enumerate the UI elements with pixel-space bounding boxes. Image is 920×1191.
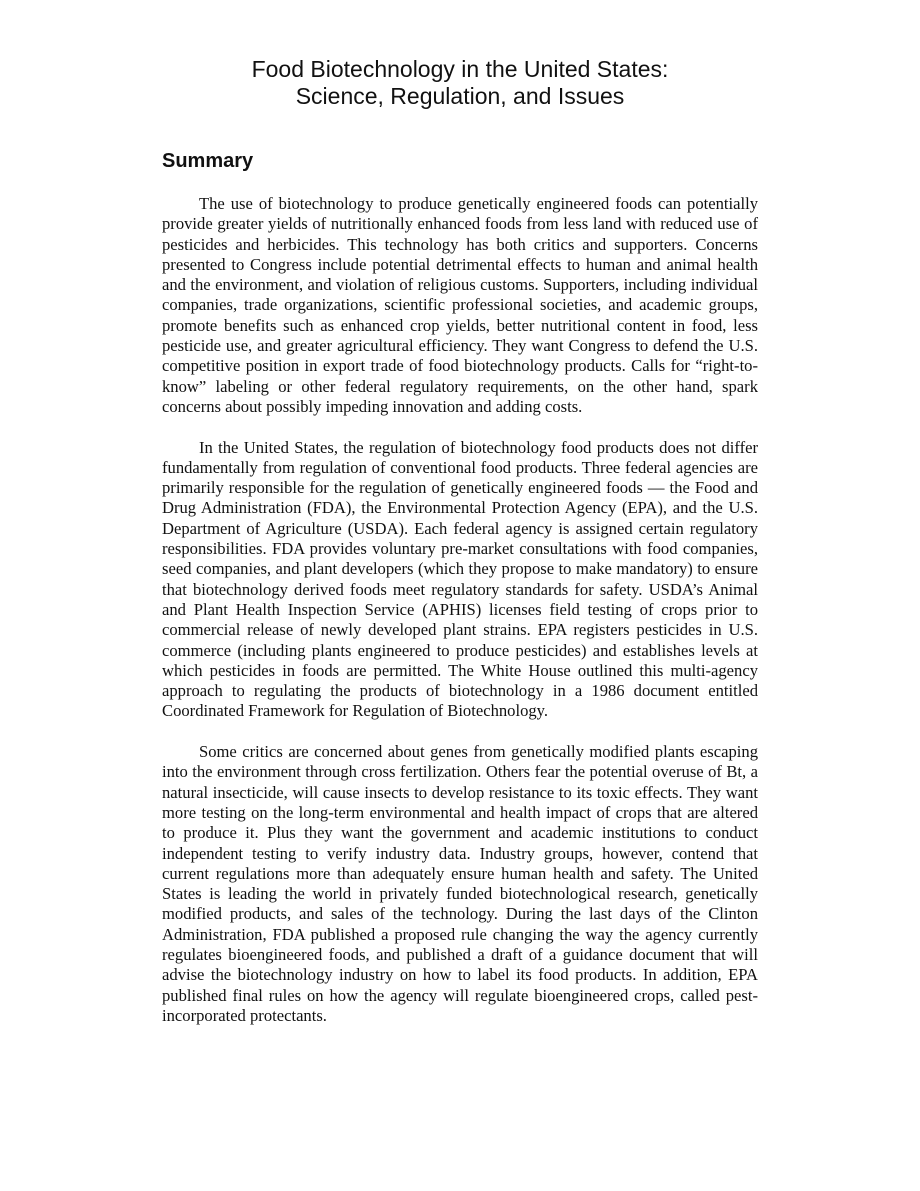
summary-paragraph-1: The use of biotechnology to produce genetically engineered foods can potentially provide greater yields of nutritionally enhanced foods from less land with reduced use of pesticides and herbicides. This technology has both critics and supporters. Concerns presented to Congress include potential detrimental effects to human and animal health and the environment, and violation of religious customs. Supporters, including individual companies, trade organizations, scientific professional societies, and academic groups, promote benefits such as enhanced crop yields, better nutritional content in food, less pesticide use, and greater agricultural efficiency. They want Congress to defend the U.S. competitive position in export trade of food biotechnology products. Calls for “right-to-know” labeling or other federal regulatory requirements, on the other hand, spark concerns about possibly impeding innovation and adding costs. <box>162 194 758 416</box>
summary-body <box>162 194 758 1046</box>
section-heading: Summary <box>162 150 254 172</box>
document-title-line-2: Science, Regulation, and Issues <box>295 83 625 109</box>
summary-paragraph-3: Some critics are concerned about genes from genetically modified plants escaping into the environment through cross fertilization. Others fear the potential overuse of Bt, a natural insecticide, will cause insects to develop resistance to its toxic effects. They want more testing on the long-term environmental and health impact of crops that are altered to produce it. Plus they want the government and academic institutions to conduct independent testing to verify industry data. Industry groups, however, contend that current regulations more than adequately ensure human health and safety. The United States is leading the world in privately funded biotechnological research, genetically modified products, and sales of the technology. During the last days of the Clinton Administration, FDA published a proposed rule changing the way the agency currently regulates bioengineered foods, and published a draft of a guidance document that will advise the biotechnology industry on how to label its food products. In addition, EPA published final rules on how the agency will regulate bioengineered crops, called pest-incorporated protectants. <box>162 742 758 1025</box>
document-title-line-1: Food Biotechnology in the United States: <box>251 56 669 82</box>
document-title <box>0 56 920 110</box>
summary-paragraph-2: In the United States, the regulation of biotechnology food products does not differ fundamentally from regulation of conventional food products. Three federal agencies are primarily responsible for the regulation of genetically engineered foods — the Food and Drug Administration (FDA), the Environmental Protection Agency (EPA), and the U.S. Department of Agriculture (USDA). Each federal agency is assigned certain regulatory responsibilities. FDA provides voluntary pre-market consultations with food companies, seed companies, and plant developers (which they propose to make mandatory) to ensure that biotechnology derived foods meet regulatory standards for safety. USDA’s Animal and Plant Health Inspection Service (APHIS) licenses field testing of crops prior to commercial release of newly developed plant strains. EPA registers pesticides in U.S. commerce (including plants engineered to produce pesticides) and establishes levels at which pesticides in foods are permitted. The White House outlined this multi-agency approach to regulating the products of biotechnology in a 1986 document entitled Coordinated Framework for Regulation of Biotechnology. <box>162 437 758 721</box>
